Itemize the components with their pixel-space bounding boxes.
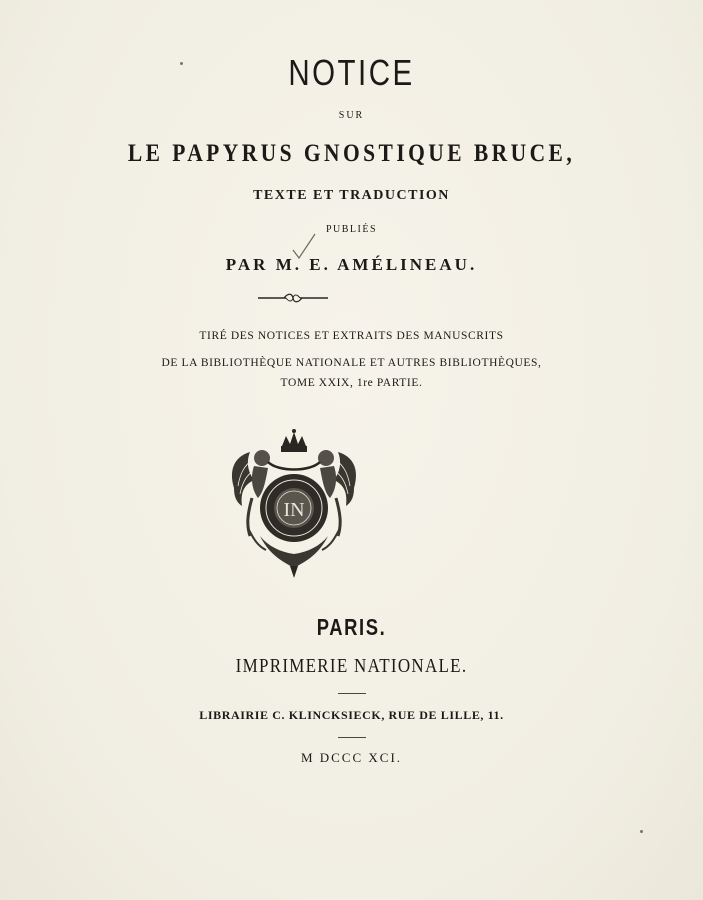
source-line-2: DE LA BIBLIOTHÈQUE NATIONALE ET AUTRES BIBLIOTHÈQUES, bbox=[161, 357, 542, 369]
title-connector: SUR bbox=[338, 110, 365, 121]
source-line-1: TIRÉ DES NOTICES ET EXTRAITS DES MANUSCRITS bbox=[199, 330, 504, 342]
document-title: NOTICE bbox=[288, 52, 415, 93]
document-subtitle: TEXTE ET TRADUCTION bbox=[253, 188, 450, 203]
bookseller-line: LIBRAIRIE C. KLINCKSIECK, RUE DE LILLE, 11. bbox=[199, 708, 504, 722]
paper-speck bbox=[640, 830, 643, 833]
printer-name: IMPRIMERIE NATIONALE. bbox=[235, 655, 468, 677]
short-rule bbox=[338, 737, 366, 738]
source-line-3: TOME XXIX, 1re PARTIE. bbox=[280, 377, 423, 389]
ornament-divider bbox=[256, 292, 330, 304]
publication-city: PARIS. bbox=[316, 614, 387, 640]
emblem-monogram: IN bbox=[283, 499, 305, 521]
author-line: PAR M. E. AMÉLINEAU. bbox=[225, 255, 478, 274]
publication-date: M DCCC XCI. bbox=[300, 750, 403, 765]
national-printing-emblem bbox=[224, 428, 364, 578]
document-subject: LE PAPYRUS GNOSTIQUE BRUCE, bbox=[127, 140, 576, 167]
short-rule bbox=[338, 693, 366, 694]
published-label: PUBLIÉS bbox=[325, 224, 378, 235]
